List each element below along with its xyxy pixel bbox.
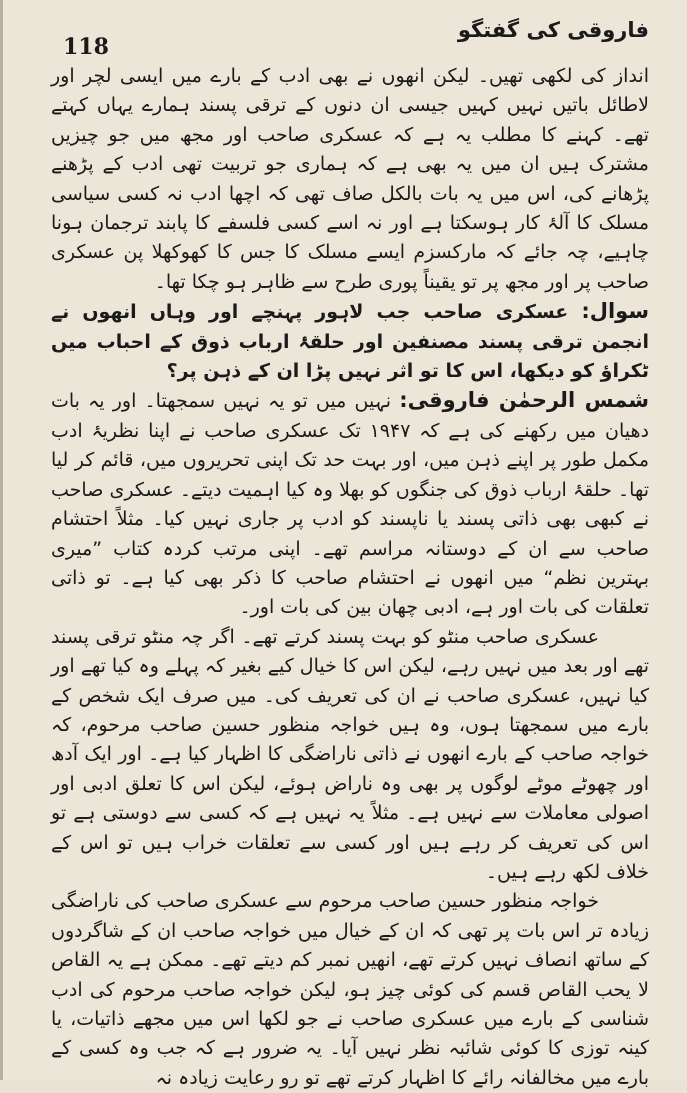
running-title: فاروقی کی گفتگو	[457, 18, 649, 42]
question-label: سوال:	[581, 299, 649, 324]
answer-text: نہیں میں تو یہ نہیں سمجھتا۔ اور یہ بات دھیان میں رکھنے کی ہے کہ ۱۹۴۷ تک عسکری صاحب نے اپنا نظریۂ ادب مکمل طور پر اپنے ذہن میں، اور بہت حد تک اپنی تحریروں میں، قائم کر لیا تھا۔ حلقۂ ارباب ذوق کی جنگوں کو بھلا وہ کیا اہمیت دیتے۔ عسکری صاحب نے کبھی بھی ذاتی پسند یا ناپسند کو ادب پر جاری نہیں کیا۔ مثلاً احتشام صاحب سے ان کے دوستانہ مراسم تھے۔ اپنی مرتب کردہ کتاب ”میری بہترین نظم“ میں انھوں نے احتشام صاحب کا ذکر بھی کیا ہے۔ تو ذاتی تعلقات کی بات اور ہے، ادبی چھان بین کی بات اور۔	[51, 390, 649, 619]
answer-speaker-label: شمس الرحمٰن فاروقی:	[399, 388, 649, 413]
paragraph-khwaja: خواجہ منظور حسین صاحب مرحوم سے عسکری صاحب کی ناراضگی زیادہ تر اس بات پر تھی کہ ان کے خیال میں خواجہ صاحب ان کے شاگردوں کے ساتھ انصاف نہیں کرتے تھے، انھیں نمبر کم دیتے تھے۔ ممکن ہے یہ القاص لا یحب القاص قسم کی کوئی چیز ہو، لیکن خواجہ صاحب مرحوم کی ادب شناسی کے بارے میں عسکری صاحب نے جو لکھا اس میں مجھے ذاتیات، یا کینہ توزی کا کوئی شائبہ نظر نہیں آیا۔ یہ ضرور ہے کہ جب وہ کسی کے بارے میں مخالفانہ رائے کا اظہار کرتے تھے تو رو رعایت زیادہ نہ	[51, 890, 649, 1089]
paragraph-manto: عسکری صاحب منٹو کو بہت پسند کرتے تھے۔ اگر چہ منٹو ترقی پسند تھے اور بعد میں نہیں رہے، لیکن اس کا خیال کیے بغیر کہ پہلے وہ کیا تھے اور کیا نہیں، عسکری صاحب نے ان کی تعریف کی۔ میں صرف ایک شخص کے بارے میں سمجھتا ہوں، وہ ہیں خواجہ منظور حسین صاحب مرحوم، کہ خواجہ صاحب کے بارے انھوں نے ذاتی ناراضگی کا اظہار کیا ہے۔ اور ایک آدھ اور چھوٹے موٹے لوگوں پر بھی وہ ناراض ہوئے، لیکن اس کا تعلق ادبی اور اصولی معاملات سے نہیں ہے۔ مثلاً یہ نہیں ہے کہ کسی سے دوستی ہے تو اس کی تعریف کر رہے ہیں اور کسی سے تعلقات خراب ہیں تو اس کے خلاف لکھ رہے ہیں۔	[51, 625, 649, 883]
page-header	[63, 18, 649, 58]
paragraph-1: انداز کی لکھی تھیں۔ لیکن انھوں نے بھی ادب کے بارے میں ایسی لچر اور لاطائل باتیں نہیں کہیں جیسی ان دنوں کے ترقی پسند ہمارے یہاں کہتے تھے۔ کہنے کا مطلب یہ ہے کہ عسکری صاحب اور مجھ میں جو چیزیں مشترک ہیں ان میں یہ بھی ہے کہ ہماری جو تربیت تھی ادب کے پڑھنے پڑھانے کی، اس میں یہ بات بالکل صاف تھی کہ اچھا ادب نہ کسی سیاسی مسلک کا آلۂ کار ہوسکتا ہے اور نہ اسے کسی فلسفے کا پابند ترجمان ہونا چاہیے، چہ جائے کہ مارکسزم ایسے مسلک کا جس کا کھوکھلا پن عسکری صاحب پر اور مجھ پر تو یقیناً پوری طرح سے ظاہر ہو چکا تھا۔	[51, 65, 649, 293]
page-number: 118	[63, 34, 109, 60]
question-paragraph	[51, 297, 649, 386]
page-body	[51, 62, 649, 1093]
answer-paragraph	[51, 386, 649, 622]
question-text: عسکری صاحب جب لاہور پہنچے اور وہاں انھوں نے انجمن ترقی پسند مصنفین اور حلقۂ ارباب ذوق کے احباب میں ٹکراؤ کو دیکھا، اس کا تو اثر نہیں پڑا ان کے ذہن پر؟	[51, 301, 649, 383]
